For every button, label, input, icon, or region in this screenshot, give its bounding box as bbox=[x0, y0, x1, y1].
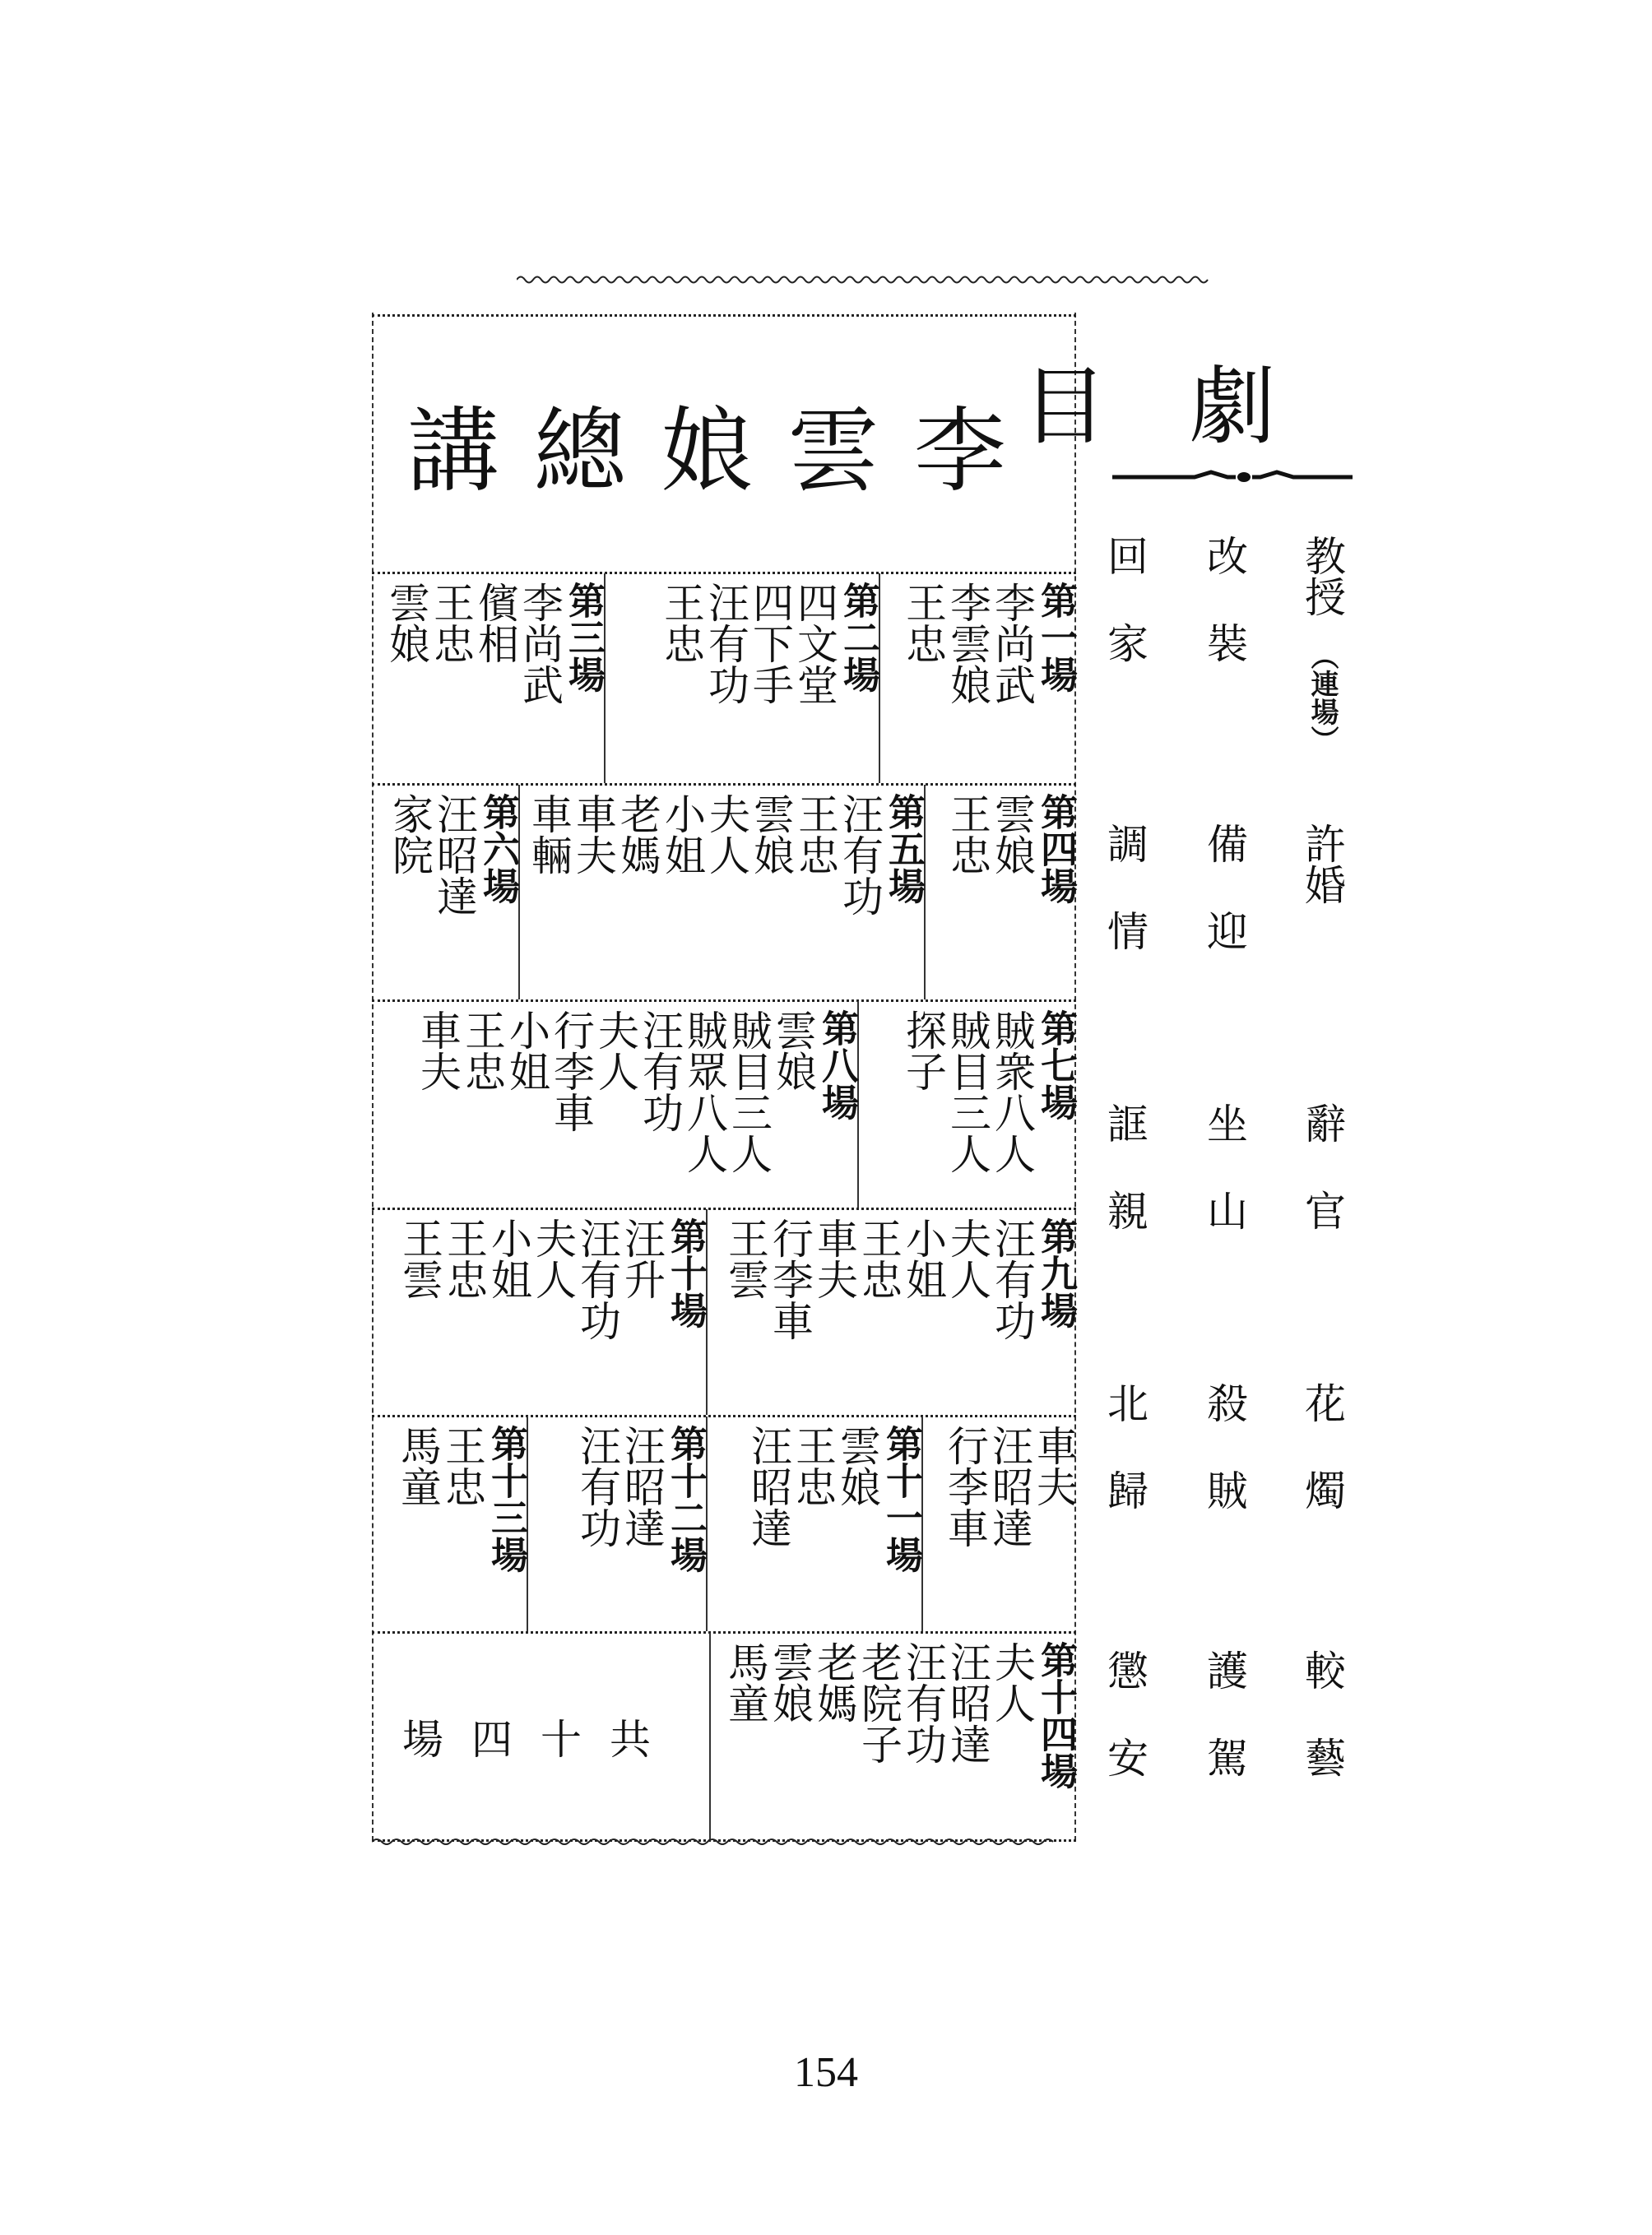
cast-member: 四下手 bbox=[746, 582, 794, 705]
scene-cell-9 bbox=[708, 1209, 1078, 1415]
toc-item: 誆親 bbox=[1101, 1102, 1149, 1277]
title-box bbox=[372, 317, 1076, 570]
scene-label: 第八場 bbox=[815, 1009, 859, 1120]
cast-member: 汪升 bbox=[618, 1217, 666, 1300]
cast-member: 小姐 bbox=[658, 793, 706, 875]
toc-item: 坐山 bbox=[1200, 1102, 1248, 1277]
cast-member: 車夫 bbox=[414, 1009, 462, 1092]
cast-member: 夫人 bbox=[703, 793, 750, 875]
toc-item: 懲安 bbox=[1101, 1649, 1149, 1824]
toc-item: 殺賊 bbox=[1200, 1382, 1248, 1556]
toc-header-title: 劇目 bbox=[1021, 356, 1357, 457]
total-scenes: 共十四場 bbox=[402, 1715, 679, 1764]
toc-column-2-bottom: 備迎 bbox=[1200, 823, 1248, 997]
cast-member: 汪昭達 bbox=[986, 1425, 1033, 1548]
cast-member: 小姐 bbox=[503, 1009, 550, 1092]
scene-cell-13 bbox=[374, 1417, 528, 1631]
cast-member: 車輛 bbox=[525, 793, 573, 875]
cast-member: 王忠 bbox=[944, 793, 991, 875]
scene-cell-8 bbox=[374, 1001, 859, 1208]
toc-column-3-bottom: 調情 bbox=[1101, 823, 1149, 997]
cast-member: 汪有功 bbox=[702, 582, 749, 705]
cast-member: 雲娘 bbox=[769, 1009, 817, 1092]
toc-column-1-top: 教授 bbox=[1298, 535, 1346, 617]
cast-member: 王忠 bbox=[791, 793, 839, 875]
scene-cell-7 bbox=[859, 1001, 1078, 1208]
toc-column-2-top: 改裝 bbox=[1200, 535, 1248, 709]
cast-member: 老院子 bbox=[855, 1641, 903, 1764]
cast-member: 車夫 bbox=[569, 793, 617, 875]
scene-cell-continuation bbox=[923, 1417, 1078, 1631]
toc-item: 辭官 bbox=[1298, 1102, 1346, 1277]
toc-header bbox=[1021, 337, 1357, 457]
cast-member: 馬童 bbox=[394, 1425, 442, 1507]
scene-cell-2 bbox=[606, 573, 880, 783]
cast-member: 李雲娘 bbox=[944, 582, 991, 705]
cast-member: 汪有功 bbox=[573, 1425, 621, 1548]
cast-member: 探子 bbox=[899, 1009, 947, 1092]
scene-cell-10 bbox=[374, 1209, 708, 1415]
cast-member: 賊衆八人 bbox=[988, 1009, 1036, 1174]
cast-member: 行李車 bbox=[941, 1425, 989, 1548]
scene-cell-6 bbox=[374, 785, 520, 999]
ornament-rule bbox=[1112, 467, 1353, 487]
cast-member: 王忠 bbox=[855, 1217, 903, 1300]
cast-member: 車夫 bbox=[1030, 1425, 1078, 1507]
cast-member: 雲娘 bbox=[383, 582, 430, 664]
cast-member: 汪昭達 bbox=[745, 1425, 792, 1548]
cast-member: 馬童 bbox=[722, 1641, 769, 1723]
cast-member: 賊眾八人 bbox=[680, 1009, 728, 1174]
toc-item: 較藝 bbox=[1298, 1649, 1346, 1824]
toc-item: 花燭 bbox=[1298, 1382, 1346, 1556]
toc-column-1-note: （連場） bbox=[1306, 642, 1339, 754]
scene-label: 第十三場 bbox=[485, 1425, 528, 1573]
cast-member: 汪有功 bbox=[899, 1641, 947, 1764]
cast-member: 雲娘 bbox=[766, 1641, 814, 1723]
cast-member: 汪有功 bbox=[988, 1217, 1036, 1341]
cast-member: 汪有功 bbox=[573, 1217, 621, 1341]
scene-cell-5 bbox=[520, 785, 926, 999]
cast-member: 雲娘 bbox=[747, 793, 795, 875]
scene-label: 第五場 bbox=[882, 793, 926, 904]
cast-member: 家院 bbox=[386, 793, 434, 875]
scene-label: 第十四場 bbox=[1034, 1641, 1078, 1789]
scene-label: 第六場 bbox=[476, 793, 520, 904]
scene-label: 第十一場 bbox=[879, 1425, 923, 1573]
cast-member: 雲娘 bbox=[988, 793, 1036, 875]
scene-cell-1 bbox=[880, 573, 1078, 783]
scene-cell-12 bbox=[528, 1417, 708, 1631]
cast-member: 王忠 bbox=[439, 1425, 486, 1507]
cast-member: 汪昭達 bbox=[618, 1425, 666, 1548]
bottom-wavy-rule bbox=[372, 1836, 1076, 1848]
cast-member: 老媽 bbox=[810, 1641, 858, 1723]
top-wavy-rule bbox=[517, 271, 1241, 288]
toc-column-1-note-text: 連場 bbox=[1306, 670, 1339, 726]
scene-label: 第七場 bbox=[1034, 1009, 1078, 1120]
cast-member: 行李車 bbox=[766, 1217, 814, 1341]
cast-member: 王雲 bbox=[396, 1217, 443, 1300]
total-scenes-cell bbox=[374, 1633, 708, 1839]
cast-member: 王忠 bbox=[899, 582, 947, 664]
page-number: 154 bbox=[794, 2049, 858, 2096]
cast-member: 王雲 bbox=[722, 1217, 769, 1300]
cast-member: 賊目三人 bbox=[725, 1009, 773, 1174]
scene-label: 第十二場 bbox=[664, 1425, 708, 1573]
toc-column-1-bottom: 許婚 bbox=[1298, 823, 1346, 905]
cast-member: 王忠 bbox=[458, 1009, 506, 1092]
scene-cell-4 bbox=[926, 785, 1078, 999]
cast-member: 汪有功 bbox=[636, 1009, 684, 1133]
cast-member: 賊目三人 bbox=[944, 1009, 991, 1174]
scene-label: 第二場 bbox=[837, 582, 880, 693]
page-title: 李雲娘總講 bbox=[407, 397, 1041, 505]
cast-member: 四文堂 bbox=[791, 582, 838, 705]
cast-member: 夫人 bbox=[988, 1641, 1036, 1723]
cast-member: 夫人 bbox=[944, 1217, 991, 1300]
cast-member: 車夫 bbox=[810, 1217, 858, 1300]
cast-member: 李尚武 bbox=[988, 582, 1036, 705]
cast-member: 小姐 bbox=[485, 1217, 532, 1300]
cast-member: 汪昭達 bbox=[430, 793, 478, 916]
cast-member: 王忠 bbox=[440, 1217, 488, 1300]
scene-label: 第十場 bbox=[664, 1217, 708, 1328]
cast-member: 王忠 bbox=[427, 582, 475, 664]
cast-member: 汪昭達 bbox=[944, 1641, 991, 1764]
scene-label: 第一場 bbox=[1034, 582, 1078, 693]
toc-item: 護駕 bbox=[1200, 1649, 1248, 1824]
cast-member: 汪有功 bbox=[836, 793, 884, 916]
cast-member: 夫人 bbox=[529, 1217, 577, 1300]
cast-member: 老媽 bbox=[614, 793, 661, 875]
cast-member: 王忠 bbox=[789, 1425, 837, 1507]
cast-member: 小姐 bbox=[899, 1217, 947, 1300]
cast-member: 行李車 bbox=[547, 1009, 595, 1133]
scene-cell-3 bbox=[374, 573, 606, 783]
scene-cell-14 bbox=[711, 1633, 1078, 1839]
cast-member: 李尚武 bbox=[516, 582, 564, 705]
scene-cell-11 bbox=[708, 1417, 923, 1631]
cast-member: 夫人 bbox=[592, 1009, 639, 1092]
toc-column-3-top: 回家 bbox=[1101, 535, 1149, 709]
scene-label: 第九場 bbox=[1034, 1217, 1078, 1328]
cast-member: 雲娘 bbox=[833, 1425, 881, 1507]
toc-item: 北歸 bbox=[1101, 1382, 1149, 1556]
scene-label: 第三場 bbox=[562, 582, 606, 693]
cast-member: 儐相 bbox=[471, 582, 519, 664]
scene-label: 第四場 bbox=[1034, 793, 1078, 904]
cast-member: 王忠 bbox=[657, 582, 705, 664]
